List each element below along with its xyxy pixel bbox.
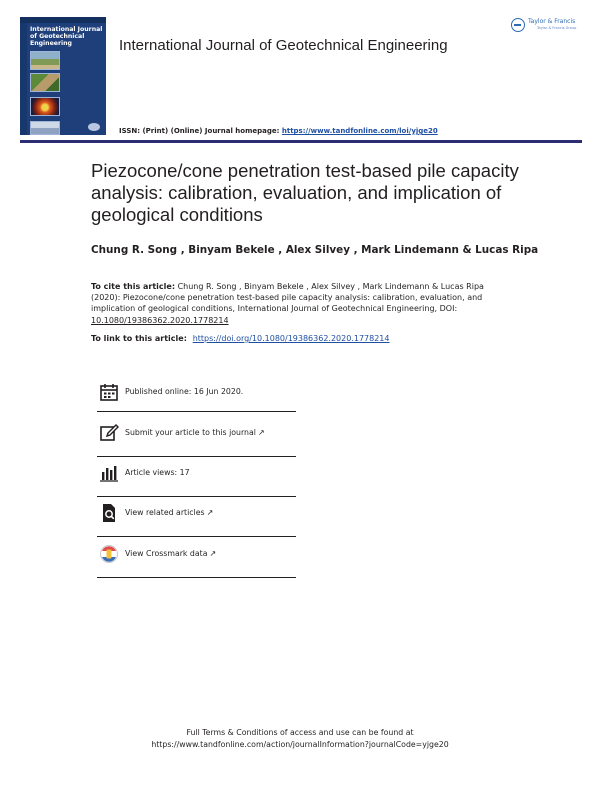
publisher-logo — [511, 18, 586, 34]
related-articles-link[interactable] — [125, 508, 213, 517]
footer-terms-link[interactable]: https://www.tandfonline.com/action/journalInformation?journalCode=yjge20 — [151, 739, 449, 749]
cover-top-strip — [20, 17, 106, 23]
crossmark-row[interactable] — [97, 544, 296, 578]
journal-homepage-link[interactable]: https://www.tandfonline.com/loi/yjge20 — [281, 127, 438, 135]
publisher-logo-text: Taylor & Francis — [528, 18, 576, 25]
cover-photo-slope — [30, 73, 60, 92]
external-link-icon: ↗ — [206, 508, 214, 517]
submit-article-row[interactable] — [97, 423, 296, 457]
citation-label: To cite this article: — [91, 282, 176, 291]
footer-terms-text: Full Terms & Conditions of access and use can be found at — [186, 728, 414, 737]
header-divider — [20, 140, 582, 143]
article-link-line — [91, 334, 390, 343]
cover-photo-structure — [30, 121, 60, 135]
edit-icon — [99, 423, 119, 443]
crossmark-text: View Crossmark data — [125, 549, 208, 558]
citation-block — [91, 281, 515, 326]
related-articles-row[interactable] — [97, 503, 296, 537]
cover-photo-landscape — [30, 51, 60, 70]
cover-publisher-mark — [88, 123, 100, 131]
published-online-text: Published online: 16 Jun 2020. — [125, 387, 244, 396]
citation-doi-link[interactable]: 10.1080/19386362.2020.1778214 — [91, 315, 229, 325]
cover-photo-contour — [30, 97, 60, 116]
external-link-icon: ↗ — [257, 428, 265, 437]
journal-name: International Journal of Geotechnical Engineering — [119, 37, 448, 54]
published-online-row — [97, 382, 296, 416]
related-articles-icon — [99, 503, 119, 523]
publisher-logo-icon — [511, 18, 525, 32]
footer — [100, 727, 500, 750]
crossmark-icon — [99, 544, 119, 564]
issn-line — [119, 127, 438, 135]
cover-left-band — [20, 23, 27, 135]
bar-chart-icon — [99, 463, 119, 483]
submit-article-link[interactable] — [125, 428, 265, 437]
cover-title: International Journal of Geotechnical Engineering — [30, 26, 103, 47]
submit-article-text: Submit your article to this journal — [125, 428, 256, 437]
article-doi-link[interactable]: https://doi.org/10.1080/19386362.2020.1778214 — [192, 334, 390, 343]
article-authors: Chung R. Song , Binyam Bekele , Alex Silvey , Mark Lindemann & Lucas Ripa — [91, 244, 539, 256]
external-link-icon: ↗ — [209, 549, 217, 558]
crossmark-link[interactable] — [125, 549, 216, 558]
citation-text: Chung R. Song , Binyam Bekele , Alex Silvey , Mark Lindemann & Lucas Ripa (2020): Piezocone/cone penetration test-based pile capacity analysis: calibration, evaluation, and implication of geological conditions, International Journal of Geotechnical Engineering, DOI: — [91, 282, 484, 314]
article-views-text: Article views: 17 — [125, 468, 190, 477]
journal-cover-image — [20, 17, 106, 135]
article-link-label: To link to this article: — [91, 334, 190, 343]
issn-text: ISSN: (Print) (Online) Journal homepage: — [119, 127, 282, 135]
article-views-row — [97, 463, 296, 497]
related-articles-text: View related articles — [125, 508, 205, 517]
article-title: Piezocone/cone penetration test-based pile capacity analysis: calibration, evaluation, and implication of geological conditions — [91, 160, 519, 225]
calendar-icon — [99, 382, 119, 402]
publisher-logo-subtext: Taylor & Francis Group — [537, 26, 577, 30]
